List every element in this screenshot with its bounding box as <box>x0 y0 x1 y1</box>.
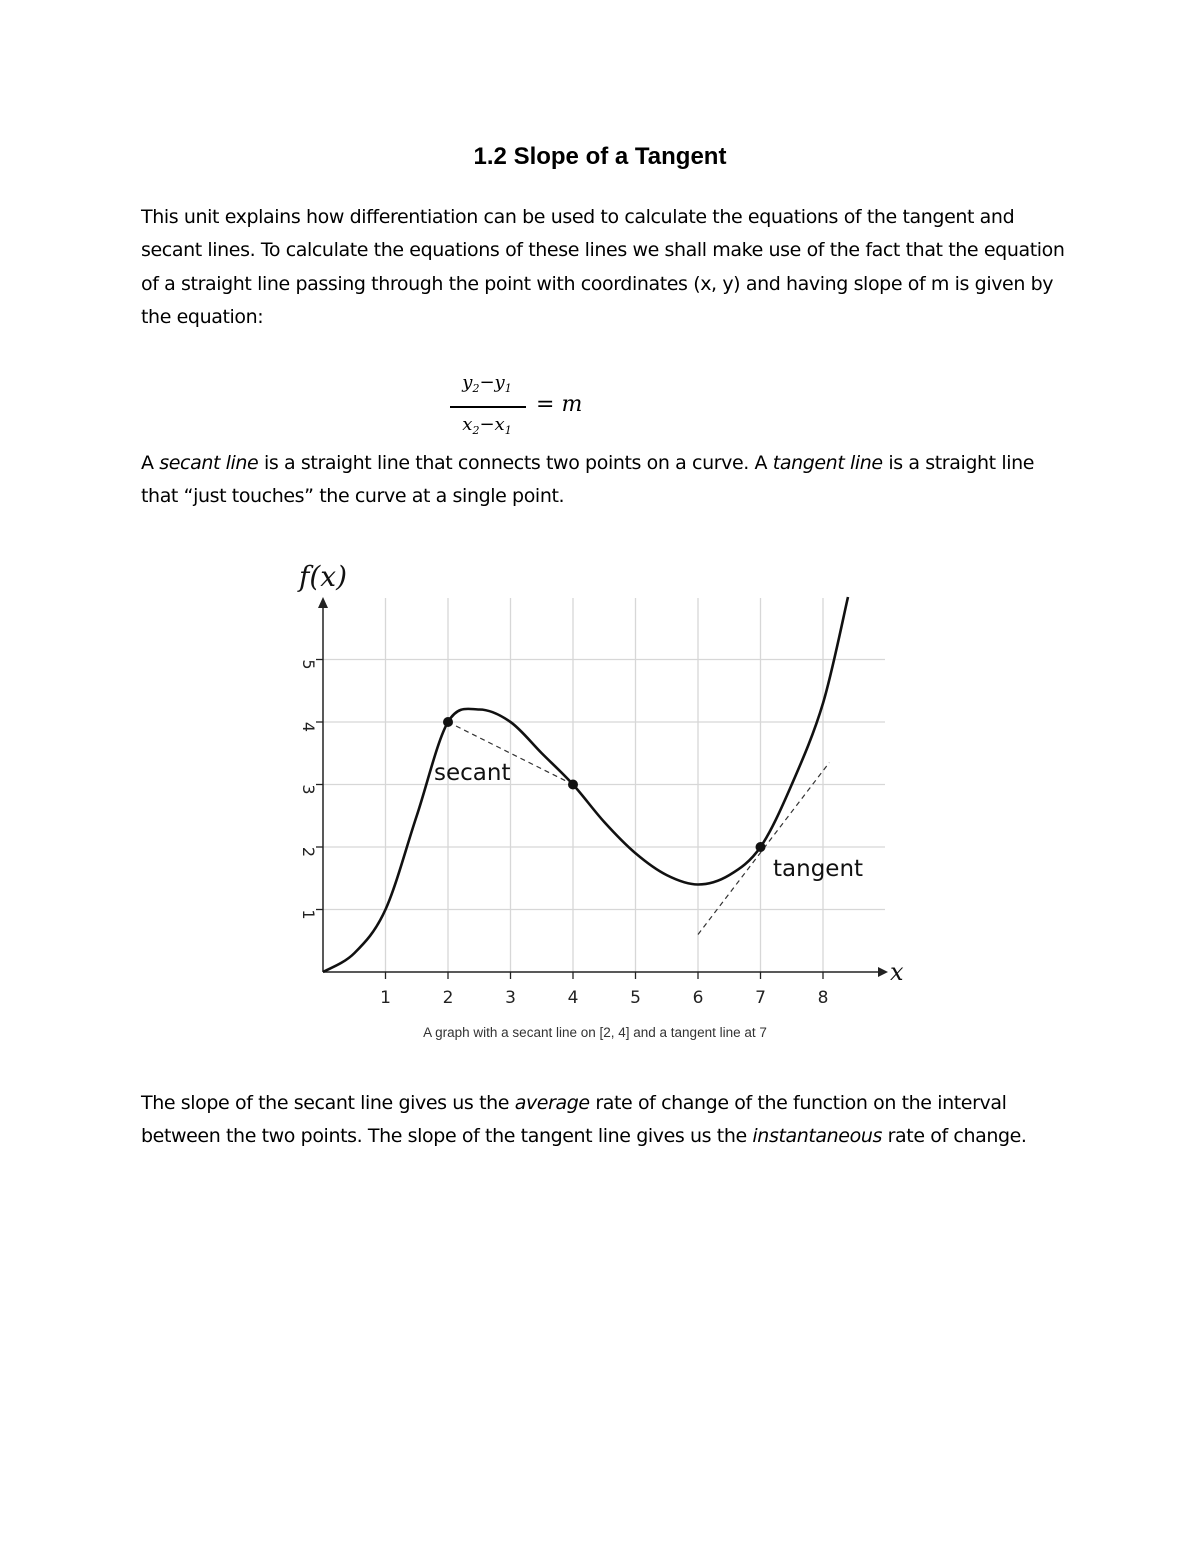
x-tick-label: 6 <box>692 988 704 1008</box>
definitions-paragraph: A secant line is a straight line that connects two points on a curve. A tangent line is a straight line that “just touches” the curve at a single point. <box>141 452 1035 508</box>
secant-tangent-graph <box>280 550 920 1020</box>
slope-formula <box>448 372 648 444</box>
page-title: 1.2 Slope of a Tangent <box>473 143 727 170</box>
y-tick-label: 4 <box>299 721 318 733</box>
y-tick-label: 5 <box>299 659 318 670</box>
intro-paragraph: This unit explains how differentiation can be used to calculate the equations of the tangent and secant lines. To calculate the equations of these lines we shall make use of the fact that the equation of a straight line passing through the point with coordinates (x, y) and having slope of m is given by the equation: <box>141 206 1065 329</box>
x-tick-label: 2 <box>442 988 454 1008</box>
x-tick-label: 7 <box>755 988 766 1008</box>
chart-caption: A graph with a secant line on [2, 4] and a tangent line at 7 <box>423 1025 767 1040</box>
formula-numerator: $y_2-y_1$ <box>462 372 512 395</box>
x-axis-label: x <box>890 958 904 986</box>
formula-denominator: $x_2-x_1$ <box>462 414 512 437</box>
x-tick-label: 1 <box>380 988 391 1008</box>
curve-point <box>756 842 766 852</box>
formula-rhs: = m <box>536 392 583 417</box>
y-axis-label: f(x) <box>299 560 348 593</box>
secant-label: secant <box>434 760 511 786</box>
fraction-bar <box>450 406 526 408</box>
tangent-label: tangent <box>773 856 864 882</box>
x-tick-label: 3 <box>505 988 516 1008</box>
y-axis-arrow <box>318 597 328 608</box>
average-term: average <box>514 1092 590 1114</box>
tangent-term: tangent line <box>772 452 883 474</box>
x-tick-label: 5 <box>630 988 641 1008</box>
curve-point <box>443 717 453 727</box>
x-axis-arrow <box>878 967 888 977</box>
y-tick-label: 3 <box>299 784 318 795</box>
y-tick-label: 2 <box>299 846 318 858</box>
y-tick-label: 1 <box>299 909 318 920</box>
x-tick-label: 8 <box>817 988 829 1008</box>
curve-point <box>568 780 578 790</box>
closing-paragraph: The slope of the secant line gives us the average rate of change of the function on the interval between the two points. The slope of the tangent line gives us the instantaneous rate of change. <box>141 1092 1027 1148</box>
instantaneous-term: instantaneous <box>752 1125 882 1148</box>
x-tick-label: 4 <box>567 988 579 1008</box>
secant-term: secant line <box>159 452 259 474</box>
